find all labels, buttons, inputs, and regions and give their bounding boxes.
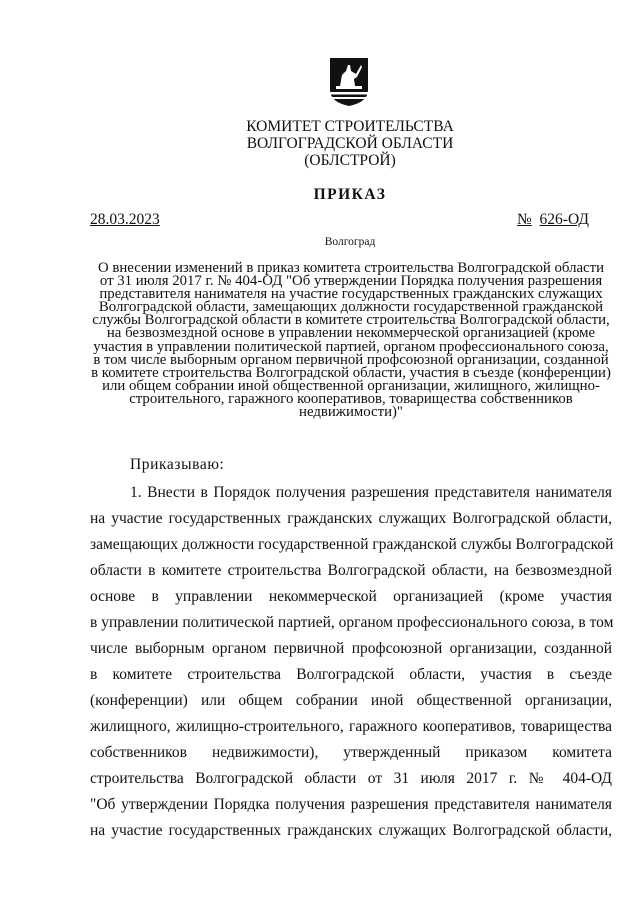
body-line: основе в управлении некоммерческой организацией (кроме участия xyxy=(90,588,612,605)
document-number xyxy=(517,211,589,229)
number-value: 626-ОД xyxy=(539,211,589,228)
body-line: (конференции) или общем собрании иной общественной организации, xyxy=(90,692,612,709)
body-line: области в комитете строительства Волгоградской области, на безвозмездной xyxy=(90,562,612,579)
org-name-line-1: КОМИТЕТ СТРОИТЕЛЬСТВА xyxy=(246,118,454,135)
body-line: "Об утверждении Порядка получения разрешения представителя нанимателя xyxy=(90,796,612,813)
body-line: числе выборным органом первичной профсоюзной организации, созданной xyxy=(90,640,612,657)
body-line: на участие государственных гражданских служащих Волгоградской области, xyxy=(90,822,612,839)
body-line: жилищного, жилищно-строительного, гаражного кооперативов, товарищества xyxy=(90,718,612,735)
document-date: 28.03.2023 xyxy=(90,211,160,228)
org-name-line-2: ВОЛГОГРАДСКОЙ ОБЛАСТИ xyxy=(246,135,454,152)
body-line: на участие государственных гражданских служащих Волгоградской области, xyxy=(90,510,612,527)
document-subject: О внесении изменений в приказ комитета строительства Волгоградской области от 31 июля 2017 г. № 404-ОД "Об утверждении Порядка получения разрешения представителя нанимателя на участие государственных гражданских служащих Волгоградской области, замещающих должности государственной гражданской службы Волгоградской области в комитете строительства Волгоградской области, на безвозмездной основе в управлении некоммерческой организацией (кроме участия в управлении политической партией, органом профессионального союза, в том числе выборным органом первичной профсоюзной организации, созданной в комитете строительства Волгоградской области, участия в съезде (конференции) или общем собрании иной общественной организации, жилищного, жилищно-строительного, гаражного кооперативов, товарищества собственников недвижимости)" xyxy=(91,260,611,421)
body-line: замещающих должности государственной гражданской службы Волгоградской xyxy=(90,536,614,553)
document-city: Волгоград xyxy=(324,236,376,248)
document-title: ПРИКАЗ xyxy=(313,186,387,203)
body-line: собственников недвижимости), утвержденный приказом комитета xyxy=(90,744,612,761)
order-heading: Приказываю: xyxy=(130,456,225,473)
body-line: строительства Волгоградской области от 31 июля 2017 г. № 404-ОД xyxy=(90,770,612,787)
body-line: в управлении политической партией, органом профессионального союза, в том xyxy=(90,614,614,631)
org-name-line-3: (ОБЛСТРОЙ) xyxy=(304,152,396,169)
volgograd-emblem-icon xyxy=(328,56,370,108)
number-prefix: № xyxy=(517,211,532,228)
body-line: в комитете строительства Волгоградской области, участия в съезде xyxy=(90,666,612,683)
body-line: 1. Внести в Порядок получения разрешения представителя нанимателя xyxy=(130,484,612,501)
